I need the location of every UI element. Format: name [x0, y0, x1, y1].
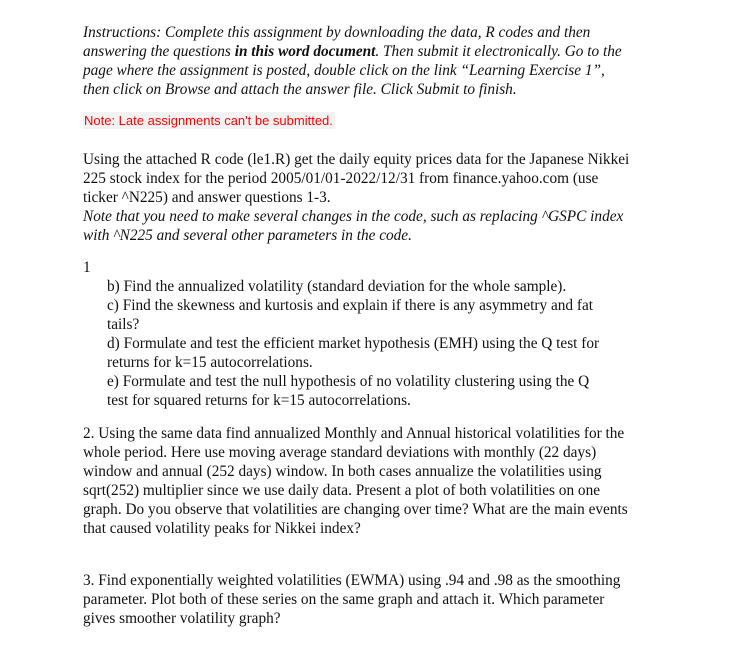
- question-3: [83, 571, 620, 628]
- intro-note-line: Note that you need to make several changes in the code, such as replacing ^GSPC index: [83, 208, 624, 225]
- instructions-line: page where the assignment is posted, double click on the link “Learning Exercise 1”,: [83, 62, 605, 79]
- q1-line: b) Find the annualized volatility (standard deviation for the whole sample).: [107, 278, 567, 295]
- intro-note-line: with ^N225 and several other parameters in the code.: [83, 227, 412, 244]
- instructions-text: answering the questions: [83, 43, 235, 60]
- intro-line: 225 stock index for the period 2005/01/01-2022/12/31 from finance.yahoo.com (use: [83, 170, 599, 187]
- instructions-bold-text: in this word document: [234, 43, 376, 60]
- q1-line: c) Find the skewness and kurtosis and explain if there is any asymmetry and fat: [107, 297, 593, 314]
- instructions-line: Instructions: Complete this assignment by downloading the data, R codes and then: [83, 24, 591, 41]
- instructions-line: [83, 42, 622, 61]
- q1-line: tails?: [107, 316, 140, 333]
- q1-line: test for squared returns for k=15 autocorrelations.: [107, 392, 411, 409]
- intro-line: ticker ^N225) and answer questions 1-3.: [83, 189, 331, 206]
- q1-line: d) Formulate and test the efficient market hypothesis (EMH) using the Q test for: [107, 335, 600, 352]
- question-1-items: [107, 277, 599, 410]
- q2-line: sqrt(252) multiplier since we use daily data. Present a plot of both volatilities on one: [83, 482, 601, 499]
- q3-line: parameter. Plot both of these series on the same graph and attach it. Which parameter: [83, 591, 605, 608]
- q2-line: window and annual (252 days) window. In both cases annualize the volatilities using: [83, 463, 602, 480]
- q2-line: 2. Using the same data find annualized Monthly and Annual historical volatilities for the: [83, 425, 625, 442]
- intro-line: Using the attached R code (le1.R) get the daily equity prices data for the Japanese Nikkei: [83, 151, 630, 168]
- question-1-number: [83, 258, 91, 277]
- q2-line: graph. Do you observe that volatilities are changing over time? What are the main events: [83, 501, 628, 518]
- instructions-line: then click on Browse and attach the answer file. Click Submit to finish.: [83, 81, 517, 98]
- question-number: 1: [83, 259, 91, 276]
- q1-line: returns for k=15 autocorrelations.: [107, 354, 313, 371]
- q1-line: e) Formulate and test the null hypothesis of no volatility clustering using the Q: [107, 373, 590, 390]
- q2-line: whole period. Here use moving average standard deviations with monthly (22 days): [83, 444, 597, 461]
- instructions-text: . Then submit it electronically. Go to the: [375, 43, 622, 60]
- q3-line: gives smoother volatility graph?: [83, 610, 281, 627]
- instructions-paragraph: [83, 23, 622, 99]
- intro-paragraph: [83, 150, 629, 245]
- q2-line: that caused volatility peaks for Nikkei index?: [83, 520, 361, 537]
- question-2: [83, 424, 628, 538]
- late-note: Note: Late assignments can't be submitted.: [84, 113, 333, 128]
- q3-line: 3. Find exponentially weighted volatilities (EWMA) using .94 and .98 as the smoothing: [83, 572, 621, 589]
